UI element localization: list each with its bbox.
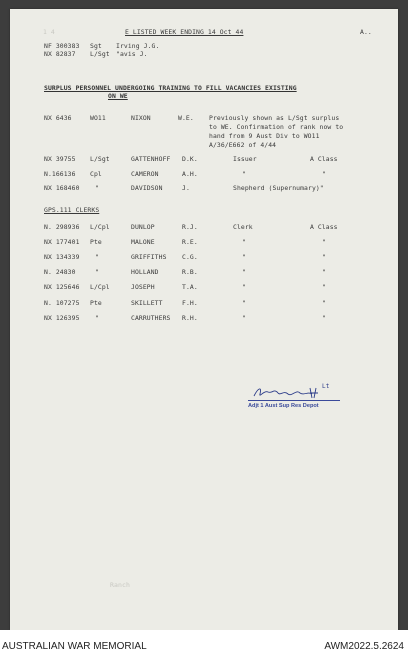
service-number: NX 82837 (44, 50, 76, 58)
surname: NIXON (131, 114, 151, 122)
trade: " (242, 238, 246, 246)
trade: " (242, 314, 246, 322)
class: " (322, 314, 326, 322)
trade: Issuer (233, 155, 257, 163)
signature-stamp: Adjt 1 Aust Sup Res Depot (248, 403, 319, 409)
initials: R.B. (182, 268, 198, 276)
rank: " (95, 253, 99, 261)
trade: Clerk (233, 223, 253, 231)
surname: SKILLETT (131, 299, 163, 307)
remark-line: to WE. Confirmation of rank now to (209, 123, 344, 131)
surname: CAMERON (131, 170, 159, 178)
surname: HOLLAND (131, 268, 159, 276)
initials: R.E. (182, 238, 198, 246)
initials: R.H. (182, 314, 198, 322)
service-number: NX 39755 (44, 155, 76, 163)
service-number: NX 126395 (44, 314, 80, 322)
remark-line: hand from 9 Aust Div to WO11 (209, 132, 320, 140)
rank: L/Cpl (90, 223, 110, 231)
initials: D.K. (182, 155, 198, 163)
name: Irving J.G. (116, 42, 160, 50)
trade: " (242, 253, 246, 261)
rank: L/Cpl (90, 283, 110, 291)
faint-stamp-mark: 1 4 (43, 28, 55, 36)
class: " (322, 268, 326, 276)
rank: Sgt (90, 42, 102, 50)
rank: Pte (90, 238, 102, 246)
service-number: NX 6436 (44, 114, 72, 122)
class: A Class (310, 155, 338, 163)
section-heading-continued: ON WE (108, 92, 128, 100)
service-number: NX 168460 (44, 184, 80, 192)
surname: GRIFFITHS (131, 253, 167, 261)
class: " (322, 299, 326, 307)
initials: C.G. (182, 253, 198, 261)
initials: F.H. (182, 299, 198, 307)
signature-line (248, 400, 340, 401)
service-number: NF 300383 (44, 42, 80, 50)
class: A Class (310, 223, 338, 231)
rank: Pte (90, 299, 102, 307)
class: " (322, 253, 326, 261)
trade: " (242, 170, 246, 178)
class: " (322, 170, 326, 178)
rank: Cpl (90, 170, 102, 178)
trade: " (242, 299, 246, 307)
document-sheet (10, 9, 398, 630)
service-number: N. 24830 (44, 268, 76, 276)
service-number: NX 134339 (44, 253, 80, 261)
name: "avis J. (116, 50, 148, 58)
class: " (322, 283, 326, 291)
footer-accession-number: AWM2022.5.2624 (324, 641, 404, 652)
surname: GATTENHOFF (131, 155, 171, 163)
remark-line: A/36/E662 of 4/44 (209, 141, 277, 149)
document-title: E LISTED WEEK ENDING 14 Oct 44 (125, 28, 244, 36)
corner-mark: A.. (360, 28, 372, 36)
service-number: N. 107275 (44, 299, 80, 307)
service-number: N.166136 (44, 170, 76, 178)
rank: " (95, 184, 99, 192)
service-number: NX 125646 (44, 283, 80, 291)
trade: " (242, 268, 246, 276)
section-heading: GPS.111 CLERKS (44, 206, 100, 214)
initials: J. (182, 184, 190, 192)
footer-institution: AUSTRALIAN WAR MEMORIAL (2, 641, 147, 652)
faint-bleed-through-text: Ranch (110, 581, 131, 589)
signature-suffix: Lt (322, 383, 330, 390)
rank: L/Sgt (90, 50, 110, 58)
rank: L/Sgt (90, 155, 110, 163)
surname: MALONE (131, 238, 155, 246)
rank: WO11 (90, 114, 106, 122)
initials: R.J. (182, 223, 198, 231)
initials: T.A. (182, 283, 198, 291)
trade: Shepherd (Supernumary)" (233, 184, 324, 192)
surname: JOSEPH (131, 283, 155, 291)
service-number: NX 177401 (44, 238, 80, 246)
rank: " (95, 314, 99, 322)
initials: W.E. (178, 114, 194, 122)
class: " (322, 238, 326, 246)
trade: " (242, 283, 246, 291)
footer-bar (0, 630, 408, 653)
rank: " (95, 268, 99, 276)
remark-line: Previously shown as L/Sgt surplus (209, 114, 340, 122)
initials: A.H. (182, 170, 198, 178)
surname: DAVIDSON (131, 184, 163, 192)
surname: DUNLOP (131, 223, 155, 231)
section-heading: SURPLUS PERSONNEL UNDERGOING TRAINING TO FILL VACANCIES EXISTING (44, 84, 297, 92)
service-number: N. 298936 (44, 223, 80, 231)
surname: CARRUTHERS (131, 314, 171, 322)
